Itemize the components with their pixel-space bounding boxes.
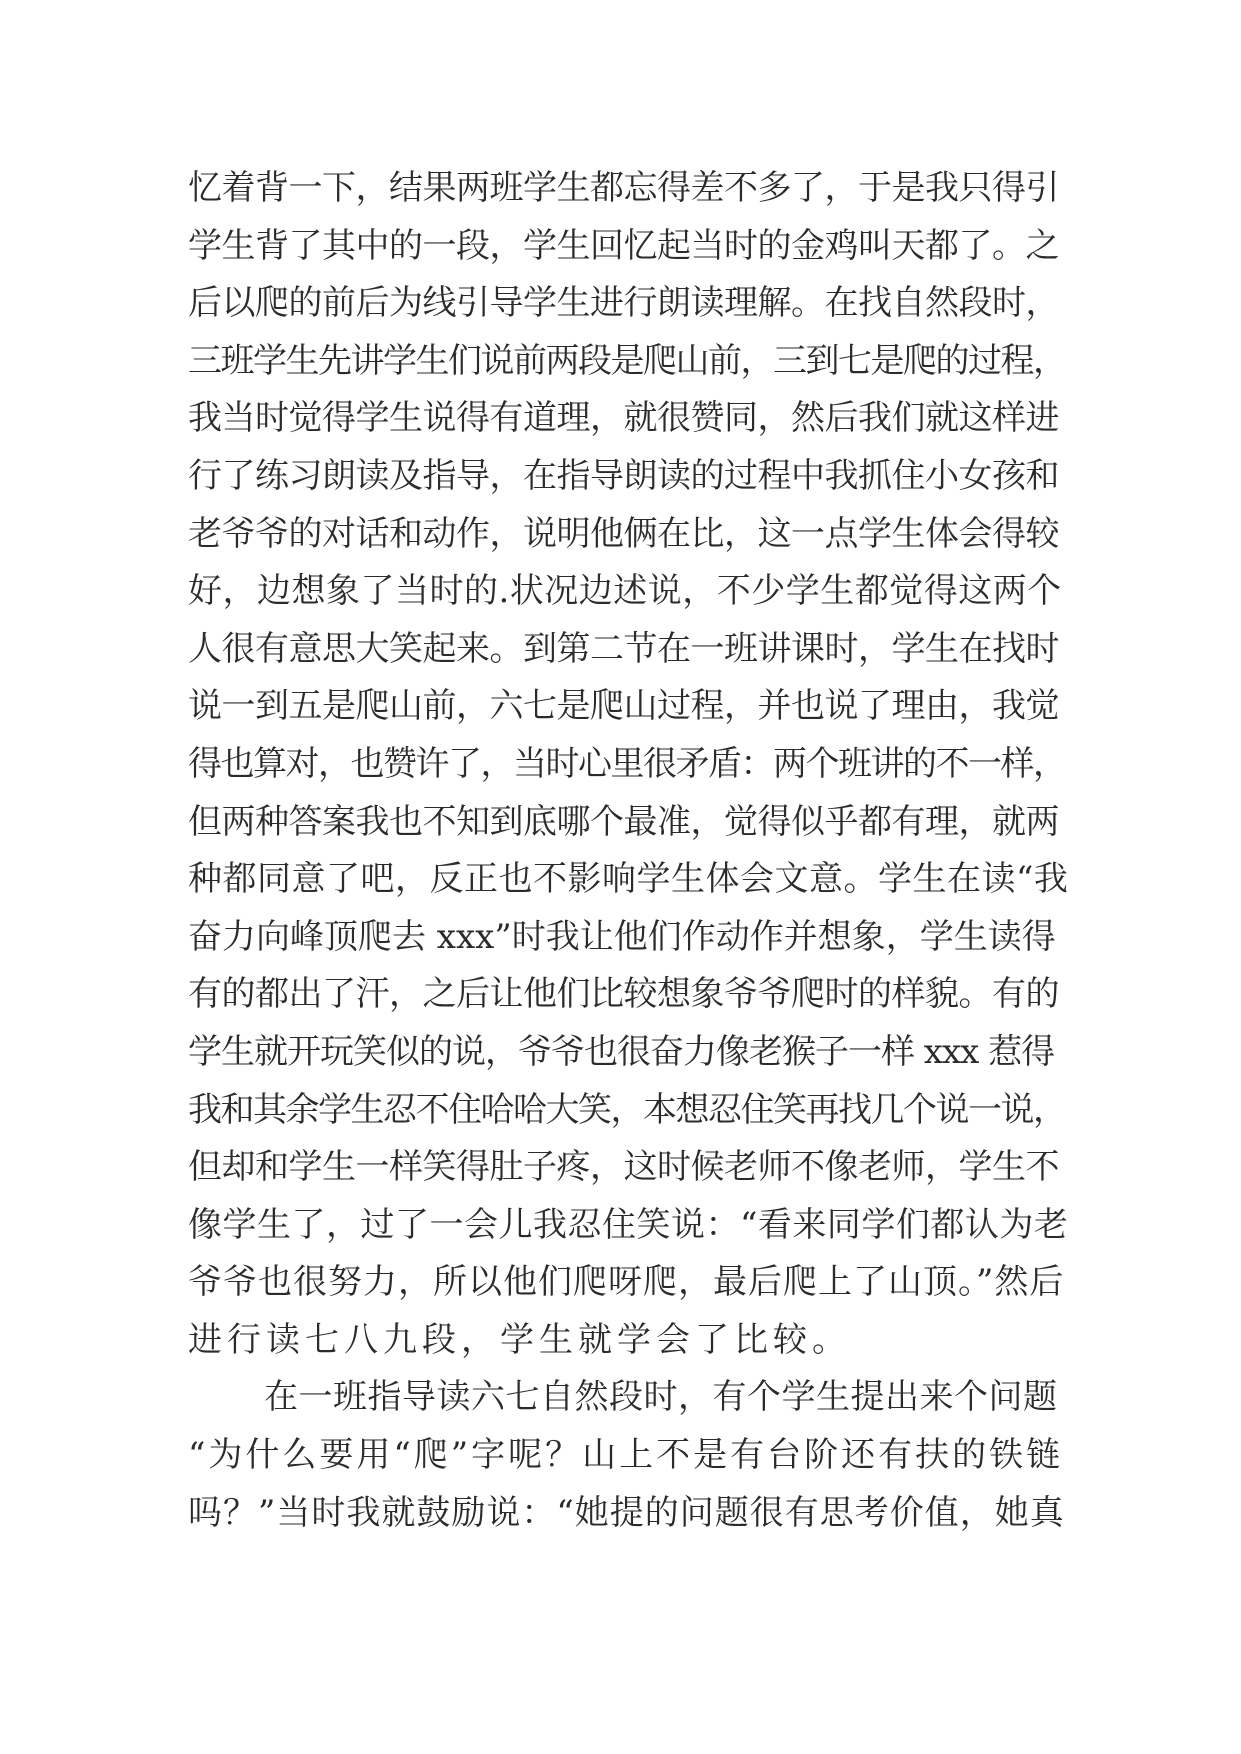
text-line: 有的都出了汗，之后让他们比较想象爷爷爬时的样貌。有的 — [188, 974, 1059, 1015]
text-line: 人很有意思大笑起来。到第二节在一班讲课时，学生在找时 — [188, 628, 1059, 669]
paragraph-1 — [188, 160, 1068, 1369]
text-line: 像学生了，过了一会儿我忍住笑说：“看来同学们都认为老 — [188, 1204, 1069, 1245]
text-line: 在一班指导读六七自然段时，有个学生提出来个问题 — [264, 1377, 1058, 1418]
text-line: 三班学生先讲学生们说前两段是爬山前，三到七是爬的过程， — [188, 340, 1066, 381]
text-line: 吗？”当时我就鼓励说：“她提的问题很有思考价值，她真 — [188, 1492, 1065, 1533]
text-line: 我当时觉得学生说得有道理，就很赞同，然后我们就这样进 — [188, 398, 1059, 439]
text-line: “为什么要用“爬”字呢？山上不是有台阶还有扶的铁链 — [188, 1435, 1064, 1476]
text-line: 好，边想象了当时的.状况边述说，不少学生都觉得这两个 — [188, 571, 1062, 612]
text-line: 我和其余学生忍不住哈哈大笑，本想忍住笑再找几个说一说， — [188, 1089, 1066, 1130]
text-line: 种都同意了吧，反正也不影响学生体会文意。学生在读“我 — [188, 859, 1069, 900]
text-line: 进行读七八九段，学生就学会了比较。 — [188, 1319, 851, 1360]
text-line: 老爷爷的对话和动作，说明他俩在比，这一点学生体会得较 — [188, 513, 1059, 554]
paragraph-2 — [188, 1369, 1068, 1542]
text-line: 但却和学生一样笑得肚子疼，这时候老师不像老师，学生不 — [188, 1147, 1059, 1188]
text-line: 得也算对，也赞许了，当时心里很矛盾：两个班讲的不一样， — [188, 743, 1066, 784]
text-line: 奋力向峰顶爬去 xxx”时我让他们作动作并想象，学生读得 — [188, 916, 1056, 957]
text-line: 爷爷也很努力，所以他们爬呀爬，最后爬上了山顶。”然后 — [188, 1262, 1065, 1303]
text-line: 学生就开玩笑似的说，爷爷也很奋力像老猴子一样 xxx 惹得 — [188, 1031, 1055, 1072]
text-line: 后以爬的前后为线引导学生进行朗读理解。在找自然段时， — [188, 283, 1059, 324]
text-line: 行了练习朗读及指导，在指导朗读的过程中我抓住小女孩和 — [188, 455, 1059, 496]
text-line: 学生背了其中的一段，学生回忆起当时的金鸡叫天都了。之 — [188, 225, 1059, 266]
text-line: 但两种答案我也不知到底哪个最准，觉得似乎都有理，就两 — [188, 801, 1059, 842]
text-line: 忆着背一下，结果两班学生都忘得差不多了，于是我只得引 — [188, 168, 1059, 208]
body-text — [188, 160, 1068, 1542]
text-line: 说一到五是爬山前，六七是爬山过程，并也说了理由，我觉 — [188, 686, 1059, 727]
